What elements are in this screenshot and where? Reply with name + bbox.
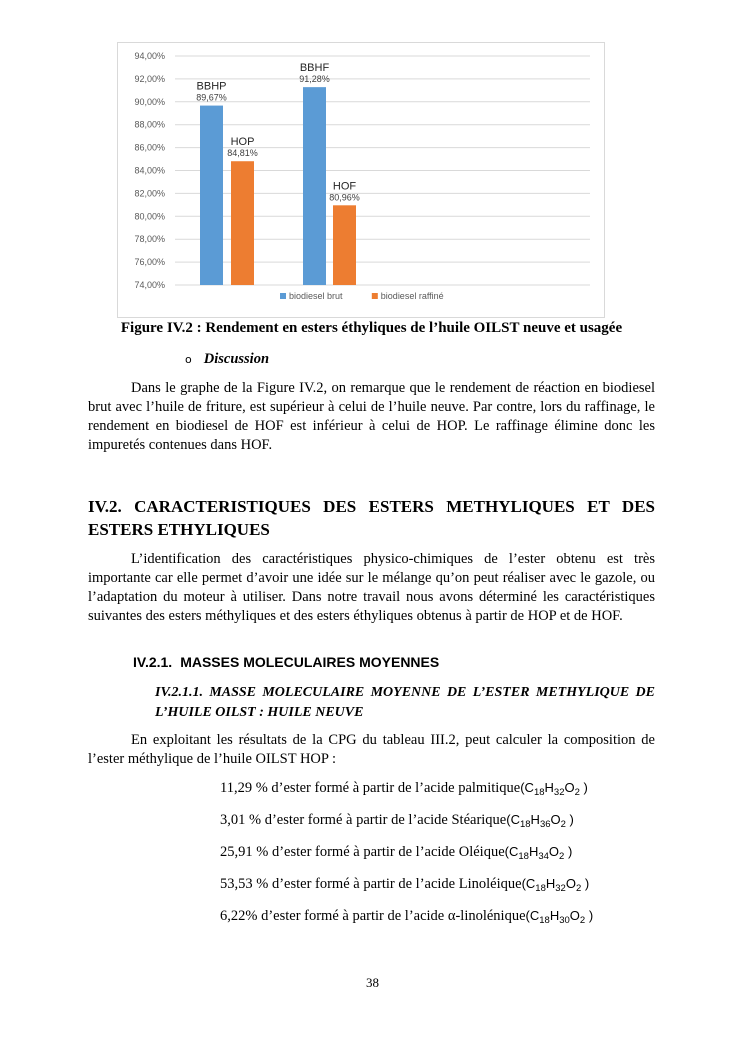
subsubsection-heading: IV.2.1.1. MASSE MOLECULAIRE MOYENNE DE L’ESTER METHYLIQUE DE L’HUILE OILST : HUILE NEUVE xyxy=(155,685,655,720)
chemical-formula: ($C_{18}H_{36}O_2$ ) xyxy=(506,812,574,830)
paragraph-discussion: Dans le graphe de la Figure IV.2, on remarque que le rendement de réaction en biodiesel brut avec l’huile de friture, est supérieur à celui de l’huile neuve. Par contre, lors du raffinage, le rendement en biodiesel de HOF est inférieur à celui de HOP. Le raffinage élimine donc les impuretés contenues dans HOF. xyxy=(88,380,655,453)
bullet-circle-icon: o xyxy=(185,353,192,366)
bar xyxy=(333,205,356,285)
yield-bar-chart xyxy=(118,43,604,317)
paragraph-cpg: En exploitant les résultats de la CPG du tableau III.2, peut calculer la composition de l’ester méthylique de l’huile OILST HOP : xyxy=(88,732,655,767)
bar-name-label: BBHP xyxy=(196,80,227,93)
paragraph-characteristics: L’identification des caractéristiques physico-chimiques de l’ester obtenu est très importante car elle permet d’avoir une idée sur le mélange qu’on peut réaliser avec le gazole, ou l’adaptation du moteur à utiliser. Dans notre travail nous avons déterminé les caractéristiques suivantes des esters méthyliques et des esters éthyliques obtenus à partir de HOP et de HOF. xyxy=(88,551,655,624)
y-tick-label: 92,00% xyxy=(134,73,165,84)
page-number: 38 xyxy=(366,975,379,990)
bar-name-label: HOP xyxy=(230,136,255,149)
y-tick-label: 80,00% xyxy=(134,211,165,222)
composition-text: 3,01 % d’ester formé à partir de l’acide Stéarique xyxy=(220,812,507,828)
chart-container xyxy=(117,42,605,318)
y-tick-label: 84,00% xyxy=(134,165,165,176)
y-tick-label: 94,00% xyxy=(134,51,165,61)
composition-text: 53,53 % d’ester formé à partir de l’acide Linoléique xyxy=(220,876,522,892)
y-tick-label: 82,00% xyxy=(134,188,165,199)
legend-label: biodiesel brut xyxy=(289,291,343,301)
bar-name-label: HOF xyxy=(332,180,357,193)
bar-value-label: 80,96% xyxy=(329,192,360,203)
subsection-heading: IV.2.1. MASSES MOLECULAIRES MOYENNES xyxy=(133,654,440,670)
chemical-formula: ($C_{18}H_{30}O_2$ ) xyxy=(525,908,594,926)
bar-value-label: 89,67% xyxy=(196,92,227,103)
chemical-formula: ($C_{18}H_{32}O_2$ ) xyxy=(521,876,590,894)
composition-item xyxy=(220,876,589,894)
composition-item xyxy=(220,812,574,830)
composition-item xyxy=(220,908,593,926)
legend-label: biodiesel raffiné xyxy=(380,291,444,301)
bar-value-label: 84,81% xyxy=(227,148,258,159)
composition-item xyxy=(220,844,572,862)
bar-name-label: BBHF xyxy=(299,62,330,75)
figure-caption: Figure IV.2 : Rendement en esters éthyliques de l’huile OILST neuve et usagée xyxy=(120,320,623,336)
legend-swatch xyxy=(372,293,378,299)
legend-swatch xyxy=(280,293,286,299)
bar xyxy=(200,106,223,285)
y-tick-label: 90,00% xyxy=(134,96,165,107)
y-tick-label: 88,00% xyxy=(134,119,165,130)
section-heading: IV.2. CARACTERISTIQUES DES ESTERS METHYLIQUES ET DES ESTERS ETHYLIQUES xyxy=(88,497,655,539)
composition-text: 25,91 % d’ester formé à partir de l’acide Oléique xyxy=(220,844,505,860)
y-tick-label: 78,00% xyxy=(134,234,165,245)
y-tick-label: 74,00% xyxy=(134,280,165,290)
bar xyxy=(231,161,254,285)
discussion-label: Discussion xyxy=(203,351,270,367)
composition-text: 6,22% d’ester formé à partir de l’acide α-linolénique xyxy=(220,908,526,924)
y-tick-label: 76,00% xyxy=(134,257,165,268)
bar xyxy=(303,87,326,285)
composition-item xyxy=(220,780,588,798)
chemical-formula: ($C_{18}H_{32}O_2$ ) xyxy=(520,780,588,798)
y-tick-label: 86,00% xyxy=(134,142,165,153)
chemical-formula: ($C_{18}H_{34}O_2$ ) xyxy=(504,844,573,862)
discussion-heading xyxy=(185,351,269,368)
composition-text: 11,29 % d’ester formé à partir de l’acide palmitique xyxy=(220,780,521,796)
bar-value-label: 91,28% xyxy=(299,74,330,85)
